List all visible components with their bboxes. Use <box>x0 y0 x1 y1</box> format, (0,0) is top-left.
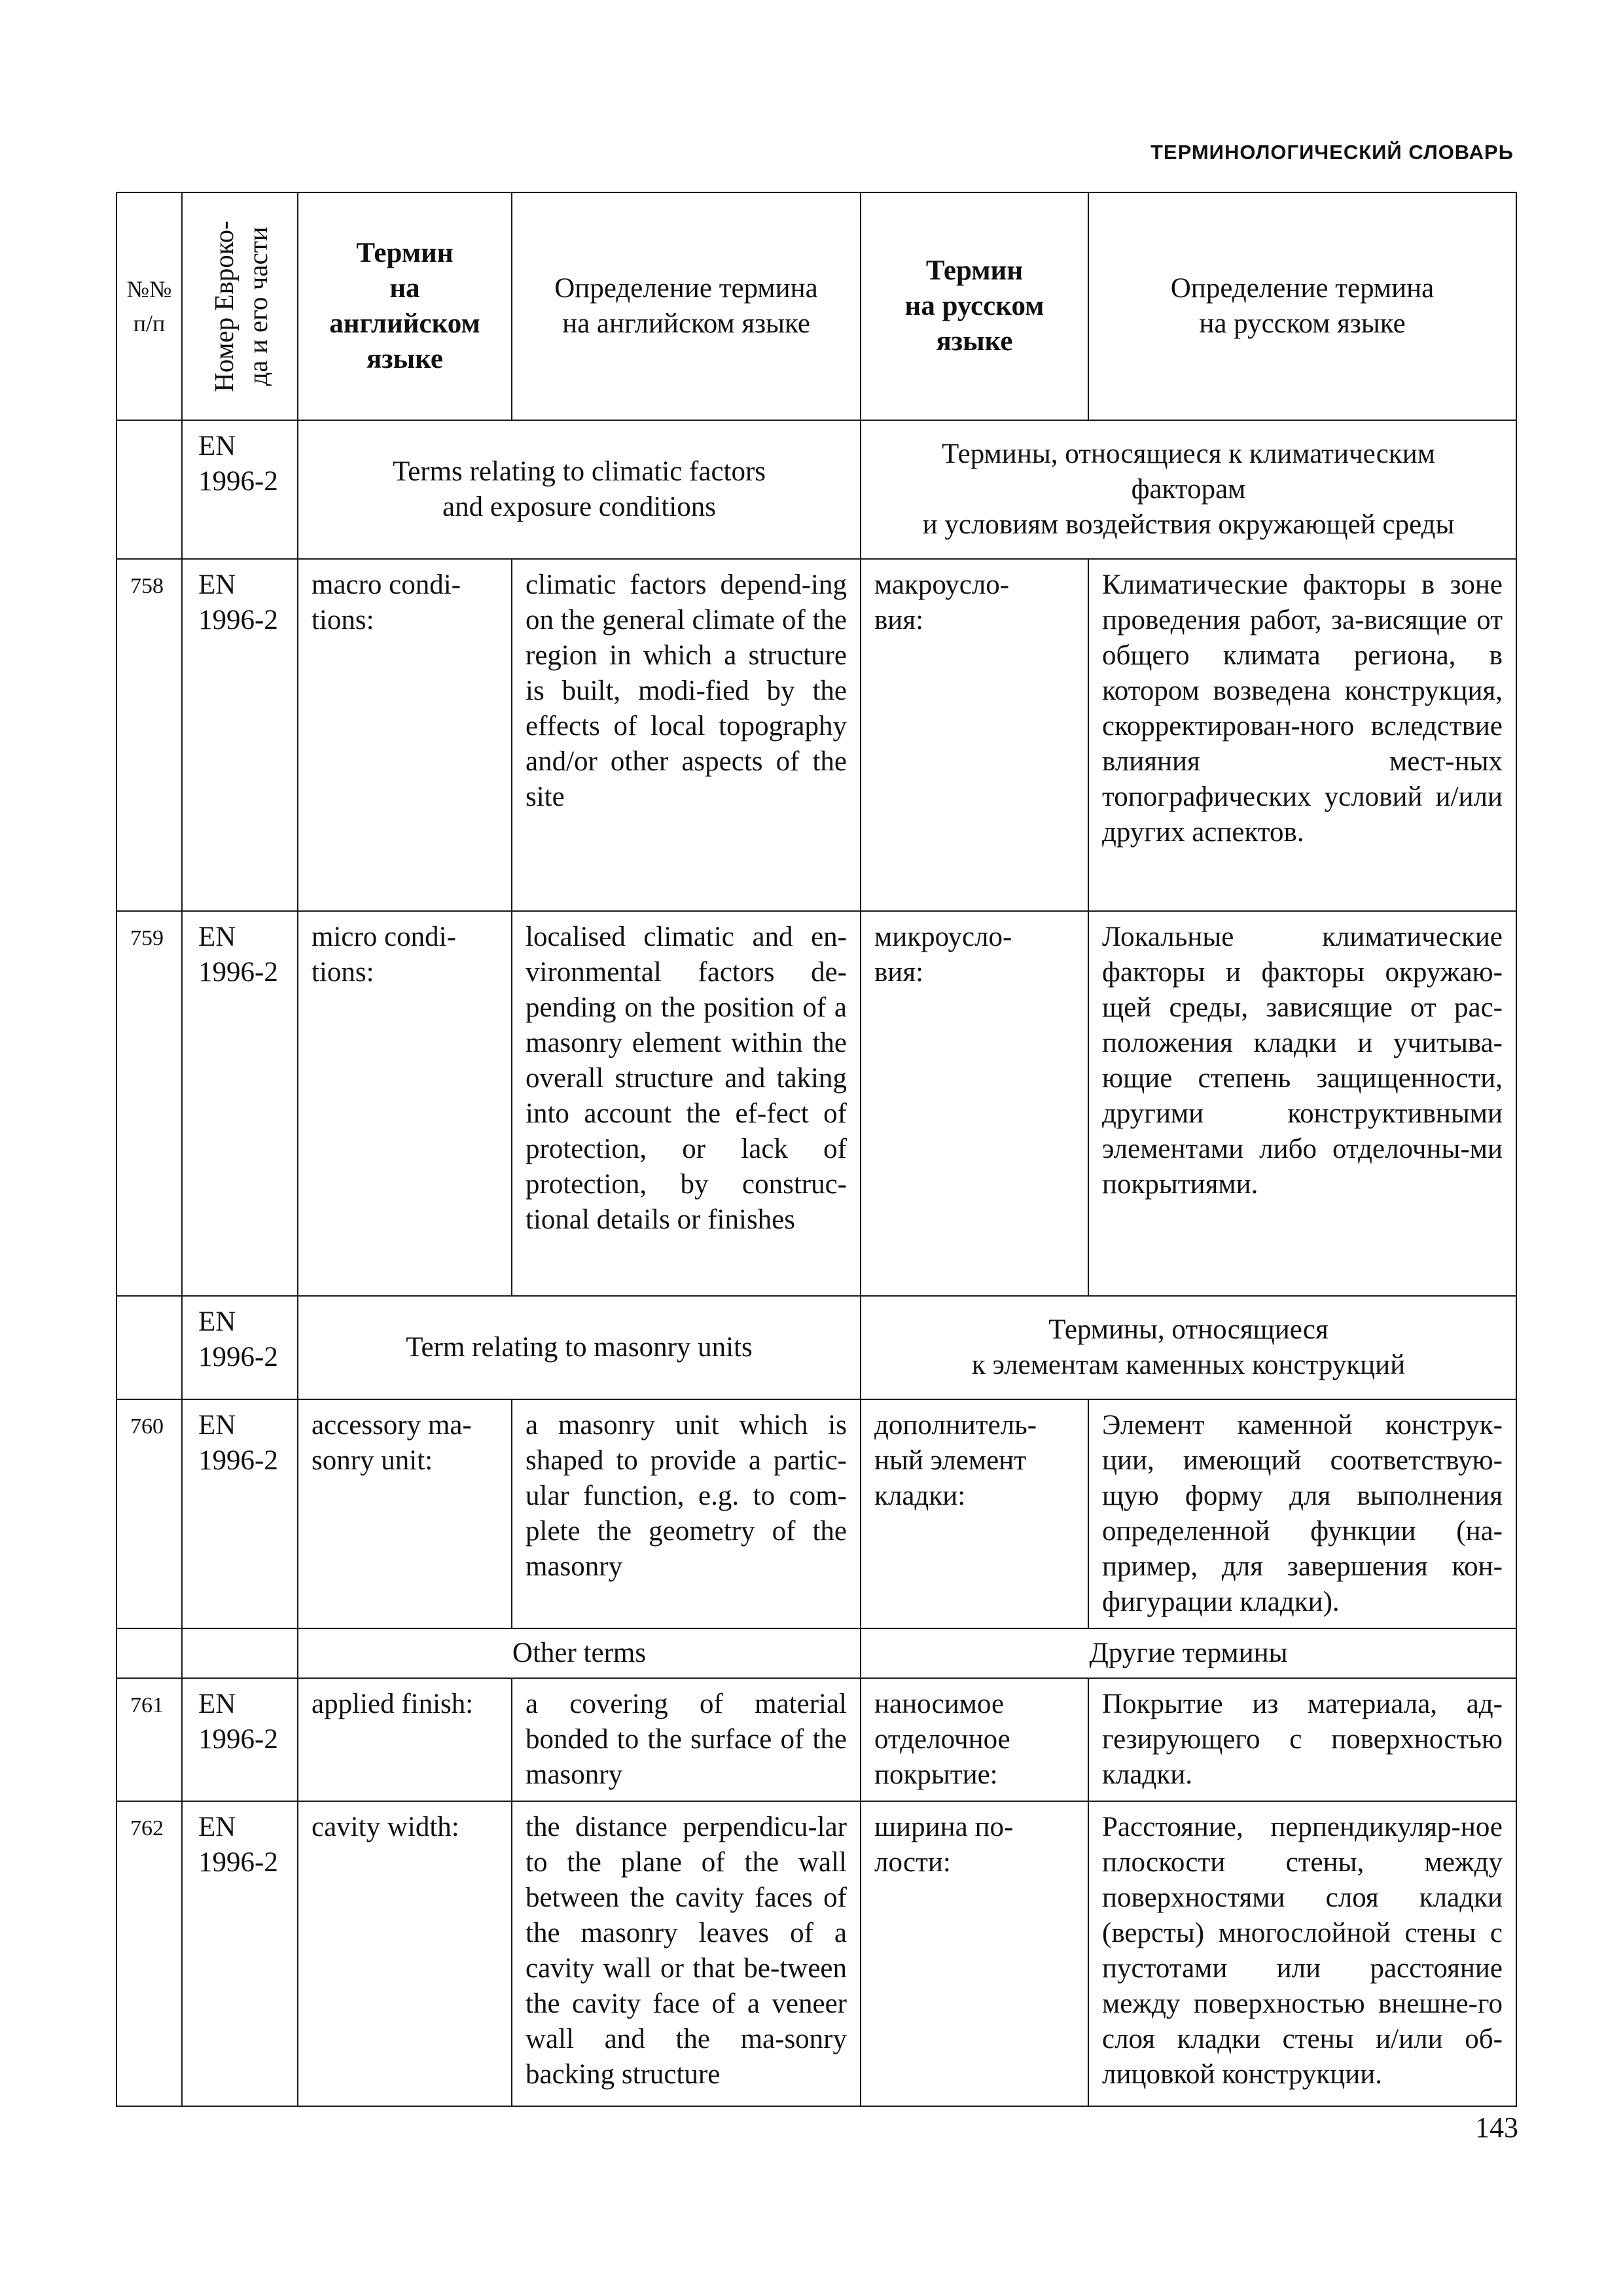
section-row <box>116 1296 1516 1399</box>
term-en: applied finish: <box>298 1678 512 1801</box>
definition-ru: Элемент каменной конструк-ции, имеющий соответствую-щую форму для выполнения определенной функции (на-пример, для завершения кон-фигурации кладки). <box>1088 1399 1516 1628</box>
definition-ru: Покрытие из материала, ад-гезирующего с поверхностью кладки. <box>1088 1678 1516 1801</box>
entry-code: EN 1996-2 <box>182 1399 298 1628</box>
header-eurocode: Номер Евроко- да и его части <box>182 192 298 420</box>
entry-number: 760 <box>116 1399 182 1628</box>
definition-en: the distance perpendicu-lar to the plane of the wall between the cavity faces of the masonry leaves of a cavity wall or that be-tween the cavity face of a veneer wall and the ma-sonry backing structure <box>512 1801 861 2106</box>
entry-code: EN 1996-2 <box>182 1801 298 2106</box>
entry-number: 761 <box>116 1678 182 1801</box>
header-number: №№ п/п <box>116 192 182 420</box>
term-en: macro condi- tions: <box>298 559 512 911</box>
section-title-en: Terms relating to climatic factors and exposure conditions <box>298 420 861 559</box>
entry-code: EN 1996-2 <box>182 1678 298 1801</box>
definition-ru: Расстояние, перпендикуляр-ное плоскости стены, между поверхностями слоя кладки (версты) многослойной стены с пустотами или расстояние между поверхностью внешне-го слоя кладки стены и/или об-лицовкой конструкции. <box>1088 1801 1516 2106</box>
definition-ru: Локальные климатические факторы и факторы окружаю-щей среды, зависящие от рас-положения кладки и учитыва-ющие степень защищенности, другими конструктивными элементами либо отделочны-ми покрытиями. <box>1088 911 1516 1296</box>
table-row <box>116 1678 1516 1801</box>
header-term-ru: Термин на русском языке <box>861 192 1088 420</box>
glossary-table <box>116 192 1517 2107</box>
table-row <box>116 911 1516 1296</box>
definition-en: localised climatic and en-vironmental factors de-pending on the position of a masonry element within the overall structure and taking into account the ef-fect of protection, or lack of protection, by construc-tional details or finishes <box>512 911 861 1296</box>
section-code: EN 1996-2 <box>182 1296 298 1399</box>
entry-number: 759 <box>116 911 182 1296</box>
term-ru: дополнитель- ный элемент кладки: <box>861 1399 1088 1628</box>
section-title-ru: Термины, относящиеся к климатическим факторам и условиям воздействия окружающей среды <box>861 420 1516 559</box>
section-row <box>116 420 1516 559</box>
term-en: cavity width: <box>298 1801 512 2106</box>
header-term-en: Термин на английском языке <box>298 192 512 420</box>
entry-code: EN 1996-2 <box>182 911 298 1296</box>
page-number: 143 <box>1475 2111 1518 2144</box>
header-definition-ru: Определение термина на русском языке <box>1088 192 1516 420</box>
entry-number: 762 <box>116 1801 182 2106</box>
term-ru: ширина по- лости: <box>861 1801 1088 2106</box>
term-en: accessory ma- sonry unit: <box>298 1399 512 1628</box>
definition-en: a masonry unit which is shaped to provide a partic-ular function, e.g. to com-plete the geometry of the masonry <box>512 1399 861 1628</box>
section-code: EN 1996-2 <box>182 420 298 559</box>
definition-ru: Климатические факторы в зоне проведения работ, за-висящие от общего климата региона, в котором возведена конструкция, скорректирован-ного вследствие влияния мест-ных топографических условий и/или других аспектов. <box>1088 559 1516 911</box>
section-row <box>116 1628 1516 1678</box>
definition-en: a covering of material bonded to the surface of the masonry <box>512 1678 861 1801</box>
term-en: micro condi- tions: <box>298 911 512 1296</box>
section-title-en: Term relating to masonry units <box>298 1296 861 1399</box>
section-title-ru: Термины, относящиеся к элементам каменных конструкций <box>861 1296 1516 1399</box>
entry-code: EN 1996-2 <box>182 559 298 911</box>
table-row <box>116 1801 1516 2106</box>
table-row <box>116 559 1516 911</box>
definition-en: climatic factors depend-ing on the general climate of the region in which a structure is built, modi-fied by the effects of local topography and/or other aspects of the site <box>512 559 861 911</box>
term-ru: наносимое отделочное покрытие: <box>861 1678 1088 1801</box>
entry-number: 758 <box>116 559 182 911</box>
section-title-ru: Другие термины <box>861 1628 1516 1678</box>
section-title-en: Other terms <box>298 1628 861 1678</box>
table-row <box>116 1399 1516 1628</box>
running-head: ТЕРМИНОЛОГИЧЕСКИЙ СЛОВАРЬ <box>1150 141 1514 164</box>
header-definition-en: Определение термина на английском языке <box>512 192 861 420</box>
term-ru: макроусло- вия: <box>861 559 1088 911</box>
term-ru: микроусло- вия: <box>861 911 1088 1296</box>
table-header-row <box>116 192 1516 420</box>
